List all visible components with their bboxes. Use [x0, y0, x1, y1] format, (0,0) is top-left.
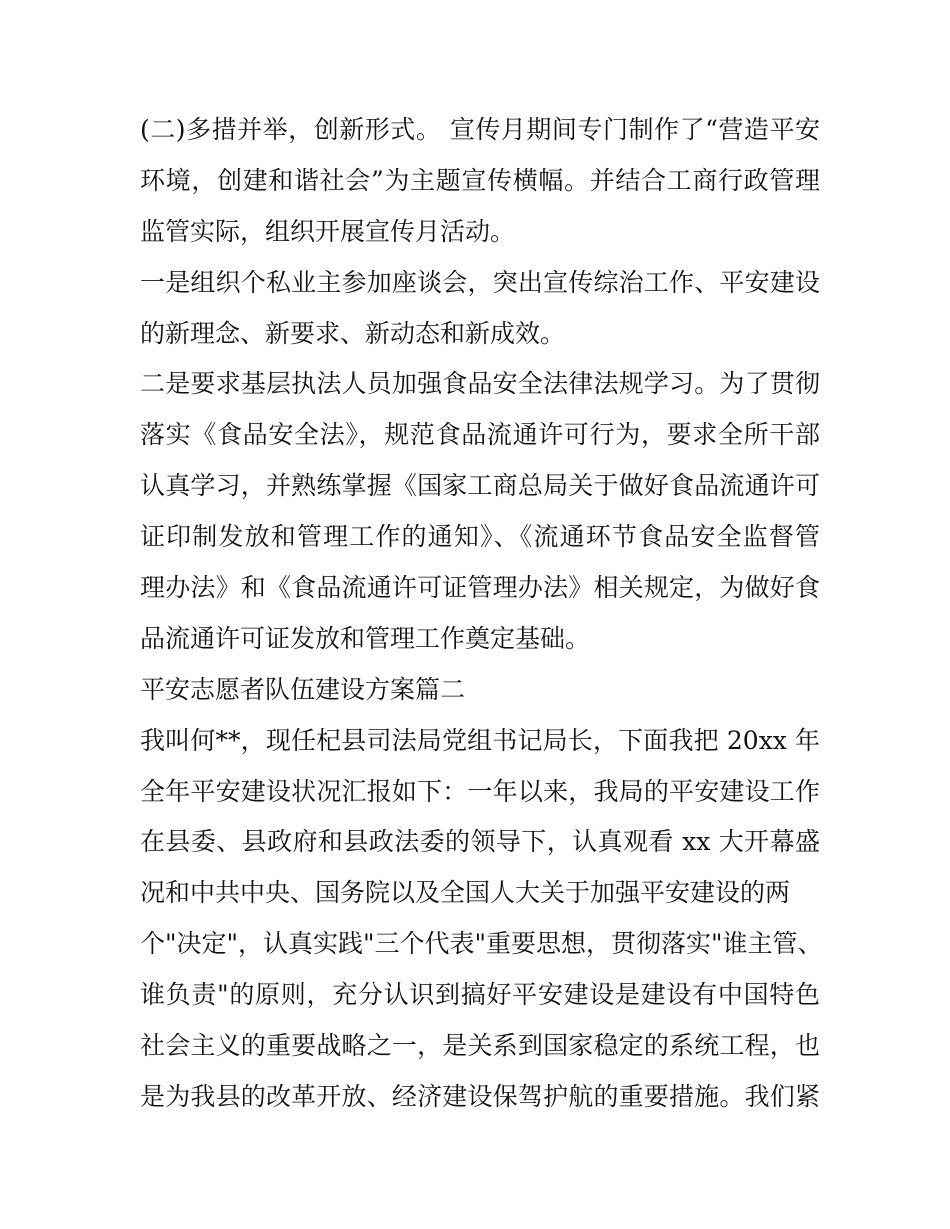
- paragraph-line: 是为我县的改革开放、经济建设保驾护航的重要措施。我们紧: [140, 1081, 820, 1111]
- paragraph-line: 落实《食品安全法》，规范食品流通许可行为，要求全所干部: [140, 420, 820, 450]
- paragraph-line: 一是组织个私业主参加座谈会，突出宣传综治工作、平安建设: [140, 267, 820, 297]
- paragraph-line: 在县委、县政府和县政法委的领导下，认真观看 xx 大开幕盛: [140, 827, 820, 857]
- paragraph-line: 认真学习，并熟练掌握《国家工商总局关于做好食品流通许可: [140, 471, 820, 501]
- paragraph-line: 的新理念、新要求、新动态和新成效。: [140, 318, 566, 348]
- paragraph-line: 况和中共中央、国务院以及全国人大关于加强平安建设的两: [140, 878, 791, 908]
- paragraph-line: 个"决定"，认真实践"三个代表"重要思想，贯彻落实"谁主管、: [140, 929, 823, 959]
- paragraph-line: 全年平安建设状况汇报如下：一年以来，我局的平安建设工作: [140, 776, 820, 806]
- paragraph-line: 谁负责"的原则，充分认识到搞好平安建设是建设有中国特色: [140, 980, 820, 1010]
- document-body: [140, 105, 823, 1123]
- paragraph-line: 理办法》和《食品流通许可证管理办法》相关规定，为做好食: [140, 573, 820, 603]
- section-heading: 平安志愿者队伍建设方案篇二: [140, 674, 466, 704]
- paragraph-line: 监管实际，组织开展宣传月活动。: [140, 216, 516, 246]
- paragraph-line: 环境，创建和谐社会”为主题宣传横幅。并结合工商行政管理: [140, 165, 820, 195]
- paragraph-line: (二)多措并举，创新形式。 宣传月期间专门制作了“营造平安: [140, 115, 820, 144]
- paragraph-line: 品流通许可证发放和管理工作奠定基础。: [140, 623, 591, 653]
- paragraph-line: 证印制发放和管理工作的通知》、《流通环节食品安全监督管: [140, 522, 820, 552]
- paragraph-line: 我叫何**，现任杞县司法局党组书记局长，下面我把 20xx 年: [140, 725, 820, 755]
- paragraph-line: 社会主义的重要战略之一，是关系到国家稳定的系统工程，也: [140, 1031, 820, 1061]
- paragraph-line: 二是要求基层执法人员加强食品安全法律法规学习。为了贯彻: [140, 369, 820, 399]
